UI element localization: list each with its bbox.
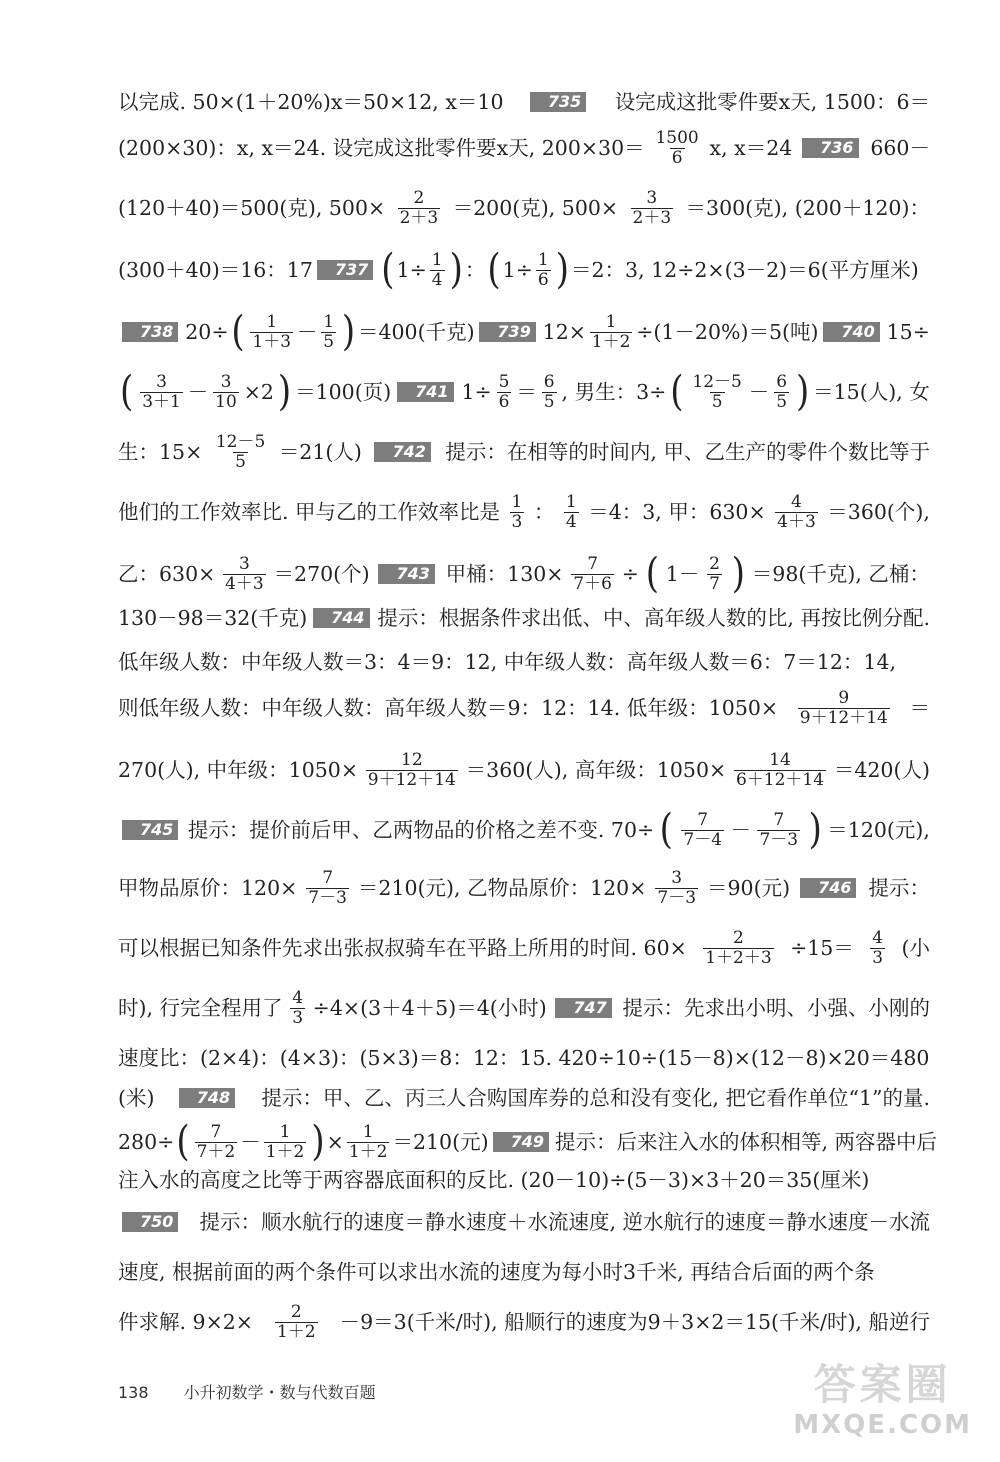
text-segment: ＝2：3, 12÷2×(3－2)＝6(平方厘米) [570, 258, 919, 282]
fraction: $\frac{2}{1+2+3}$ [705, 927, 772, 968]
text-line [118, 550, 930, 598]
fraction: $\frac{1500}{6}$ [655, 127, 699, 168]
large-parenthesis: ) [731, 550, 745, 598]
text-segment: 可以根据已知条件先求出张叔叔骑车在平路上所用的时间. 60× [118, 936, 687, 960]
text-line [118, 642, 930, 682]
text-segment: ×2 [243, 380, 274, 404]
fraction: $\frac{3}{7-3}$ [657, 867, 697, 908]
large-parenthesis: ) [311, 1118, 325, 1166]
text-line [118, 928, 930, 968]
text-segment: , 男生：3÷ [561, 380, 667, 404]
watermark-logo: 答案圈 [813, 1360, 952, 1409]
large-parenthesis: ( [670, 368, 684, 416]
text-segment: x, x＝24 [709, 136, 793, 160]
large-parenthesis: ( [176, 1118, 190, 1166]
text-segment: ＝ [516, 380, 537, 404]
text-line [118, 1038, 930, 1078]
fraction: $\frac{4}{3}$ [292, 987, 304, 1028]
text-segment: × [326, 1130, 344, 1154]
fraction: $\frac{1}{3}$ [511, 491, 523, 532]
watermark-url: MXQE.COM [793, 1410, 972, 1440]
fraction: $\frac{6}{5}$ [776, 371, 788, 412]
text-line [118, 82, 930, 122]
problem-number-badge: 749 [493, 1132, 549, 1152]
text-line [118, 432, 930, 472]
text-segment: 提示： [868, 876, 930, 900]
text-line [118, 750, 930, 790]
fraction: $\frac{1}{4}$ [565, 491, 577, 532]
text-segment: (小 [901, 936, 930, 960]
text-line [118, 308, 930, 356]
text-segment: 则低年级人数：中年级人数：高年级人数＝9：12：14. 低年级：1050× [118, 696, 779, 720]
text-segment: ÷ [621, 562, 639, 586]
fraction: $\frac{9}{9+12+14}$ [799, 687, 888, 728]
fraction: $\frac{7}{7-3}$ [759, 809, 799, 850]
text-segment: ＝360(个), [827, 500, 930, 524]
text-segment: 提示：后来注入水的体积相等, 两容器中后 [554, 1130, 938, 1154]
text-segment: 270(人), 中年级：1050× [118, 758, 359, 782]
text-segment: 20÷ [185, 320, 229, 344]
text-segment: 280÷ [118, 1130, 175, 1154]
fraction: $\frac{1}{1+2}$ [265, 1121, 305, 1162]
text-segment: 低年级人数：中年级人数＝3：4＝9：12, 中年级人数：高年级人数＝6：7＝12：14, [118, 650, 897, 674]
fraction: $\frac{3}{10}$ [215, 371, 237, 412]
large-parenthesis: ( [645, 550, 659, 598]
fraction: $\frac{7}{7-4}$ [683, 809, 723, 850]
text-segment: (120＋40)＝500(克), 500× [118, 196, 386, 220]
problem-number-badge: 736 [802, 138, 858, 158]
text-segment: 生：15× [118, 440, 203, 464]
large-parenthesis: ( [659, 806, 673, 854]
problem-number-badge: 746 [800, 878, 856, 898]
text-segment: 以完成. 50×(1＋20%)x＝50×12, x＝10 [118, 90, 504, 114]
fraction: $\frac{3}{4+3}$ [225, 553, 264, 594]
text-line [118, 988, 930, 1028]
problem-number-badge: 735 [530, 92, 586, 112]
text-segment: 甲物品原价：120× [118, 876, 298, 900]
text-segment: ÷15＝ [790, 936, 854, 960]
text-segment: ＝200(克), 500× [452, 196, 619, 220]
text-segment: 提示：在相等的时间内, 甲、乙生产的零件个数比等于 [445, 440, 930, 464]
fraction: $\frac{12}{9+12+14}$ [367, 749, 456, 790]
fraction: $\frac{3}{2+3}$ [632, 187, 672, 228]
text-segment: 注入水的高度之比等于两容器底面积的反比. (20－10)÷(5－3)×3＋20＝35(厘米) [118, 1168, 870, 1192]
text-segment: 速度比：(2×4)：(4×3)：(5×3)＝8：12：15. 420÷10÷(15－8)×(12－8)×20＝480 [118, 1046, 930, 1070]
text-segment: ＝98(千克), 乙桶： [751, 562, 930, 586]
text-segment: － [296, 320, 318, 344]
text-segment: ＝100(页) [295, 380, 392, 404]
text-segment: 130－98＝32(千克) [118, 606, 308, 630]
fraction: $\frac{6}{5}$ [543, 371, 555, 412]
fraction: $\frac{4}{3}$ [872, 927, 884, 968]
text-segment: －9＝3(千米/时), 船顺行的速度为9＋3×2＝15(千米/时), 船逆行 [339, 1310, 930, 1334]
text-segment: ＝4：3, 甲：630× [588, 500, 766, 524]
book-title: 小升初数学・数与代数百题 [183, 1383, 376, 1402]
fraction: $\frac{12-5}{5}$ [215, 431, 266, 472]
fraction: $\frac{7}{7-3}$ [308, 867, 347, 908]
text-segment: (米) [118, 1086, 155, 1110]
text-line [118, 188, 930, 228]
fraction: $\frac{4}{4+3}$ [777, 491, 816, 532]
problem-number-badge: 737 [317, 260, 373, 280]
text-line [118, 246, 930, 294]
text-segment: 时), 行完全程用了 [118, 996, 283, 1020]
fraction: $\frac{7}{7+6}$ [573, 553, 612, 594]
text-segment: 提示：根据条件求出低、中、高年级人数的比, 再按比例分配. [377, 606, 930, 630]
text-segment: ＝21(人) [278, 440, 362, 464]
fraction: $\frac{12-5}{5}$ [692, 371, 742, 412]
problem-number-badge: 748 [179, 1088, 235, 1108]
watermark [793, 1360, 972, 1440]
large-parenthesis: ( [381, 246, 395, 294]
text-segment: ＝15(人), 女 [813, 380, 930, 404]
text-segment: ： [464, 258, 486, 282]
large-parenthesis: ( [120, 368, 134, 416]
page-footer [118, 1380, 376, 1403]
text-segment: 提示：先求出小明、小强、小刚的 [622, 996, 930, 1020]
fraction: $\frac{1}{1+2}$ [348, 1121, 388, 1162]
text-segment: 660－ [870, 136, 930, 160]
text-line [118, 492, 930, 532]
problem-number-badge: 739 [479, 322, 535, 342]
text-line [118, 868, 930, 908]
problem-number-badge: 743 [378, 564, 434, 584]
large-parenthesis: ) [795, 368, 810, 416]
fraction: $\frac{1}{1+2}$ [591, 311, 631, 352]
text-segment: 提示：顺水航行的速度＝静水速度＋水流速度, 逆水航行的速度＝静水速度－水流 [199, 1210, 930, 1234]
text-segment: － [748, 380, 770, 404]
problem-number-badge: 744 [313, 608, 369, 628]
fraction: $\frac{1}{6}$ [537, 249, 549, 290]
text-segment: ＝120(元), [827, 818, 930, 842]
text-segment: ＝420(人) [833, 758, 930, 782]
text-segment: ＝270(个) [273, 562, 370, 586]
text-segment: － [240, 1130, 261, 1154]
text-line [118, 128, 930, 168]
large-parenthesis: ( [231, 308, 245, 356]
text-segment: (200×30)：x, x＝24. 设完成这批零件要x天, 200×30＝ [118, 136, 645, 160]
text-segment: ＝400(千克) [357, 320, 475, 344]
text-line [118, 688, 930, 728]
text-segment: ÷4×(3＋4＋5)＝4(小时) [312, 996, 547, 1020]
text-line [118, 1302, 930, 1342]
fraction: $\frac{14}{6+12+14}$ [735, 749, 825, 790]
text-line [118, 598, 930, 638]
text-segment: 提示：甲、乙、丙三人合购国库券的总和没有变化, 把它看作单位“1”的量. [261, 1086, 930, 1110]
problem-number-badge: 747 [555, 998, 611, 1018]
problem-number-badge: 738 [122, 322, 178, 342]
text-segment: 1－ [665, 562, 700, 586]
text-segment: 1÷ [461, 380, 492, 404]
large-parenthesis: ) [808, 806, 822, 854]
problem-number-badge: 741 [397, 382, 453, 402]
problem-number-badge: 750 [122, 1212, 178, 1232]
page-number: 138 [118, 1383, 149, 1402]
text-line [118, 368, 930, 416]
fraction: $\frac{1}{1+3}$ [252, 311, 292, 352]
text-segment: 甲桶：130× [445, 562, 564, 586]
fraction: $\frac{2}{2+3}$ [399, 187, 439, 228]
text-segment: 1÷ [396, 258, 427, 282]
text-segment: 提示：提价前后甲、乙两物品的价格之差不变. 70÷ [187, 818, 655, 842]
large-parenthesis: ) [449, 246, 463, 294]
large-parenthesis: ( [487, 246, 501, 294]
large-parenthesis: ) [555, 246, 569, 294]
text-line [118, 1160, 930, 1200]
fraction: $\frac{2}{7}$ [709, 553, 720, 594]
text-segment: ： [533, 500, 555, 524]
large-parenthesis: ) [341, 308, 356, 356]
text-segment: 件求解. 9×2× [118, 1310, 253, 1334]
fraction: $\frac{1}{5}$ [323, 311, 335, 352]
fraction: $\frac{7}{7+2}$ [196, 1121, 236, 1162]
text-segment: 乙：630× [118, 562, 216, 586]
fraction: $\frac{3}{3+1}$ [142, 371, 181, 412]
problem-number-badge: 742 [374, 442, 430, 462]
text-segment: ＝300(克), (200＋120)： [685, 196, 930, 220]
text-segment: ÷(1－20%)＝5(吨) [636, 320, 819, 344]
text-line [118, 1118, 938, 1166]
text-segment: ＝90(元) [707, 876, 791, 900]
text-segment: ＝210(元) [392, 1130, 489, 1154]
text-segment: 12× [542, 320, 586, 344]
text-segment: (300＋40)＝16：17 [118, 258, 313, 282]
fraction: $\frac{1}{4}$ [431, 249, 443, 290]
text-segment: 1÷ [502, 258, 533, 282]
large-parenthesis: ) [277, 368, 292, 416]
text-segment: ＝ [909, 696, 930, 720]
text-segment: 设完成这批零件要x天, 1500：6＝ [614, 90, 930, 114]
text-line [118, 1202, 930, 1242]
problem-number-badge: 740 [823, 322, 879, 342]
text-segment: 15÷ [886, 320, 930, 344]
fraction: $\frac{5}{6}$ [498, 371, 510, 412]
text-segment: 速度, 根据前面的两个条件可以求出水流的速度为每小时3千米, 再结合后面的两个条 [118, 1260, 875, 1284]
text-segment: － [187, 380, 209, 404]
text-segment: 他们的工作效率比. 甲与乙的工作效率比是 [118, 500, 501, 524]
text-line [118, 1078, 930, 1118]
problem-number-badge: 745 [122, 820, 178, 840]
text-line [118, 1252, 930, 1292]
text-segment: － [730, 818, 751, 842]
text-line [118, 806, 930, 854]
text-segment: ＝210(元), 乙物品原价：120× [357, 876, 647, 900]
fraction: $\frac{2}{1+2}$ [276, 1301, 316, 1342]
text-segment: ＝360(人), 高年级：1050× [465, 758, 727, 782]
